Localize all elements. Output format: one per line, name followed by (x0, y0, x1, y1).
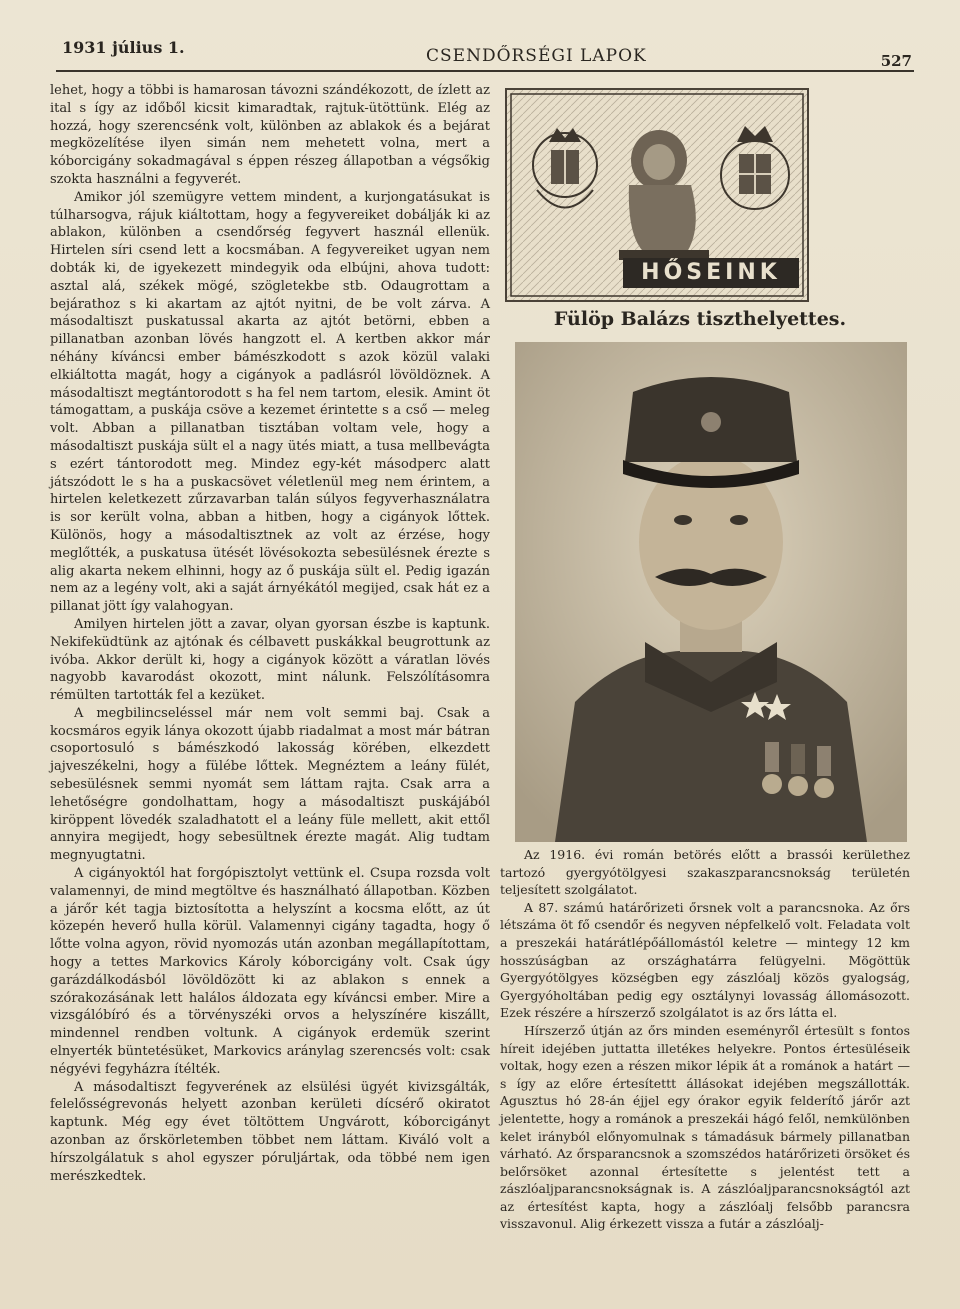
article-paragraph: Hírszerző útján az őrs minden eseményről értesült s fontos híreit idejében juttatta illetékes helyekre. Pontos értesüléseik voltak, hogy ezen a részen mikor lépik át a románok a határt — s így az előre értesítettt állásokat idejében megszállották. Agusztus hó 28-án éjjel egy órakor egyik felderítő járőr azt jelentette, hogy a románok a preszekái hágó felől, nemkülönben kelet irányból előnyomulnak s támadásuk bármely pillanatban várható. Az őrsparancsnok a szomszédos határőrizeti örsöket és belőrsöket azonnal értesítette s jelentést tett a zászlóaljparancsnokságnak is. A zászlóaljparancsnokságtól azt az értesítést kapta, hogy a zászlóalj felsőbb parancsra visszavonul. Alig érkezett vissza a futár a zászlóalj- (500, 1022, 910, 1232)
article-paragraph: A 87. számú határőrizeti őrsnek volt a parancsnoka. Az őrs létszáma öt fő csendőr és negyven népfelkelő volt. Feladata volt a preszekái határátlépőállomástól keletre — mintegy 12 km hosszúságban az országhatárra felügyelni. Mögöttük Gyergyótölgyes községben egy zászlóalj közös gyalogság, Gyergyóholtában pedig egy osztálynyi lovasság állomásozott. Ezek részére a hírszerző szolgálatot is az őrs látta el. (500, 899, 910, 1021)
article-paragraph: A megbilincseléssel már nem volt semmi baj. Csak a kocsmáros egyik lánya okozott újabb riadalmat a most már bátran csoportosuló s bámészkodó lakosság körében, elkezdett jajveszékelni, hogy a fülébe lőttek. Megnéztem a leány fülét, sebesülésnek semmi nyomát sem láttam rajta. Csak arra a lehetőségre gondolhattam, hogy a másodaltiszt puskájából kiröppent lövedék szaladhatott el a leány füle mellett, akit ettől annyira megijedt, hogy sebesültnek érezte magát. Alig tudtam megnyugtatni. (50, 705, 490, 864)
article-paragraph: Amilyen hirtelen jött a zavar, olyan gyorsan észbe is kaptunk. Nekifeküdtünk az ajtónak és célbavett puskákkal beugrottunk az ivóba. Akkor derült ki, hogy a cigányok között a váratlan lövés nagyobb kavarodást okozott, mint nálunk. Felszólításomra rémülten tartották fel a kezüket. (50, 616, 490, 704)
article-paragraph: A másodaltiszt fegyverének az elsülési ügyét kivizsgálták, felelősségrevonás helyett azonban kerületi dícsérő okiratot kaptunk. Még egy évet töltöttem Ungvárott, kóborcigányt azonban az őrskörletemben többet nem láttam. Kiváló volt a hírszolgálatuk s ahol egyszer póruljártak, oda többé nem igen merészkedtek. (50, 1079, 490, 1184)
heroes-banner: HŐSEINK (623, 258, 799, 288)
publication-title: CSENDŐRSÉGI LAPOK (426, 46, 647, 66)
page-header (56, 30, 914, 72)
left-column-article (50, 82, 490, 1185)
right-column-article (500, 846, 910, 1233)
heroes-emblem (505, 88, 809, 302)
article-paragraph: Amikor jól szemügyre vettem mindent, a kurjongatásukat is túlharsogva, rájuk kiáltottam, hogy a fegyvereiket dobálják ki az ablakon, különben a csendőrség fegyvert használ ellenük. Hirtelen síri csend lett a kocsmában. A fegyvereiket ugyan nem dobták ki, de igyekezett mindegyik oda elbújni, ahova tudott: asztal alá, székek mögé, szögletekbe stb. Odaugrottam a bejárathoz s ki akartam az ajtót nyitni, de be volt zárva. A másodaltiszt puskatussal akarta az ajtót betörni, ebben a pillanatban azonban lövés hangzott el. A kertben akkor már néhány kíváncsi ember bámészkodott s azok közül valaki elkiáltotta magát, hogy a cigányok a padlásról lövöldöznek. A másodaltiszt megtántorodott s ha fel nem tartom, elesik. Amint öt támogattam, a puskája csöve a kezemet érintette s a cső — meleg volt. Abban a pillanatban tisztában voltam vele, hogy a másodaltiszt puskája sült el a nagy ütés miatt, a tusa mellbevágta s ezért tántorodott meg. Mindez egy-két másodperc alatt játszódott le s ha a puskacsövet véletlenül meg nem érintem, a hirtelen keletkezett zűrzavarban talán súlyos fegyverhasználatra is sor került volna, abban a hitben, hogy a cigányok lőttek. Különös, hogy a másodaltisztnek az volt az érzése, hogy meglőtték, a puskatusa ütését lövésokozta sebesülésnek érezte s alig akarta nekem elhinni, hogy az ő puskája sült el. Pedig igazán nem az a legény volt, aki a saját árnyékától megijed, csak hát ez a pillanat jött így valahogyan. (50, 189, 490, 615)
page-number: 527 (880, 52, 912, 70)
photo-caption: Fülöp Balázs tiszthelyettes. (553, 308, 847, 330)
soldier-portrait-image (515, 342, 907, 842)
article-paragraph: A cigányoktól hat forgópisztolyt vettünk el. Csupa rozsda volt valamennyi, de mind megtöltve és használható állapotban. Közben a járőr két tagja biztosította a helyszínt a kocsma előtt, az út közepén heverő hulla körül. Valamennyi cigány tagadta, hogy ő lőtte volna agyon, rövid nyomozás után azonban megállapítottam, hogy a tettes Markovics Károly kóborcigány volt. Csak úgy garázdálkodásból lövöldözött ki az ablakon s ennek a szórakozásának lett halálos áldozata egy kíváncsi ember. Mire a vizsgálóbíró és a törvényszéki orvos a helyszínére kiszállt, mindennel rendben voltunk. A cigányok erdemük szerint elnyerték büntetésüket, Markovics aránylag szerencsés volt: csak négyévi fegyházra ítélték. (50, 866, 490, 1077)
article-paragraph: Az 1916. évi román betörés előtt a brassói kerülethez tartozó gyergyótölgyesi szakaszparancsnokság területén teljesített szolgálatot. (500, 847, 910, 898)
article-paragraph: lehet, hogy a többi is hamarosan távozni szándékozott, de ízlett az ital s így az időből kicsit kimaradtak, rajtuk-ütöttünk. Elég az hozzá, hogy szerencsénk volt, különben az ablakok és a bejárat megközelítése ilyen simán nem mehetett volna, mert a kóborcigány sokadmagával s éppen részeg állapotban a végsőkig szokta használni a fegyverét. (50, 83, 490, 187)
portrait-photo (515, 342, 907, 842)
issue-date: 1931 július 1. (62, 38, 185, 57)
